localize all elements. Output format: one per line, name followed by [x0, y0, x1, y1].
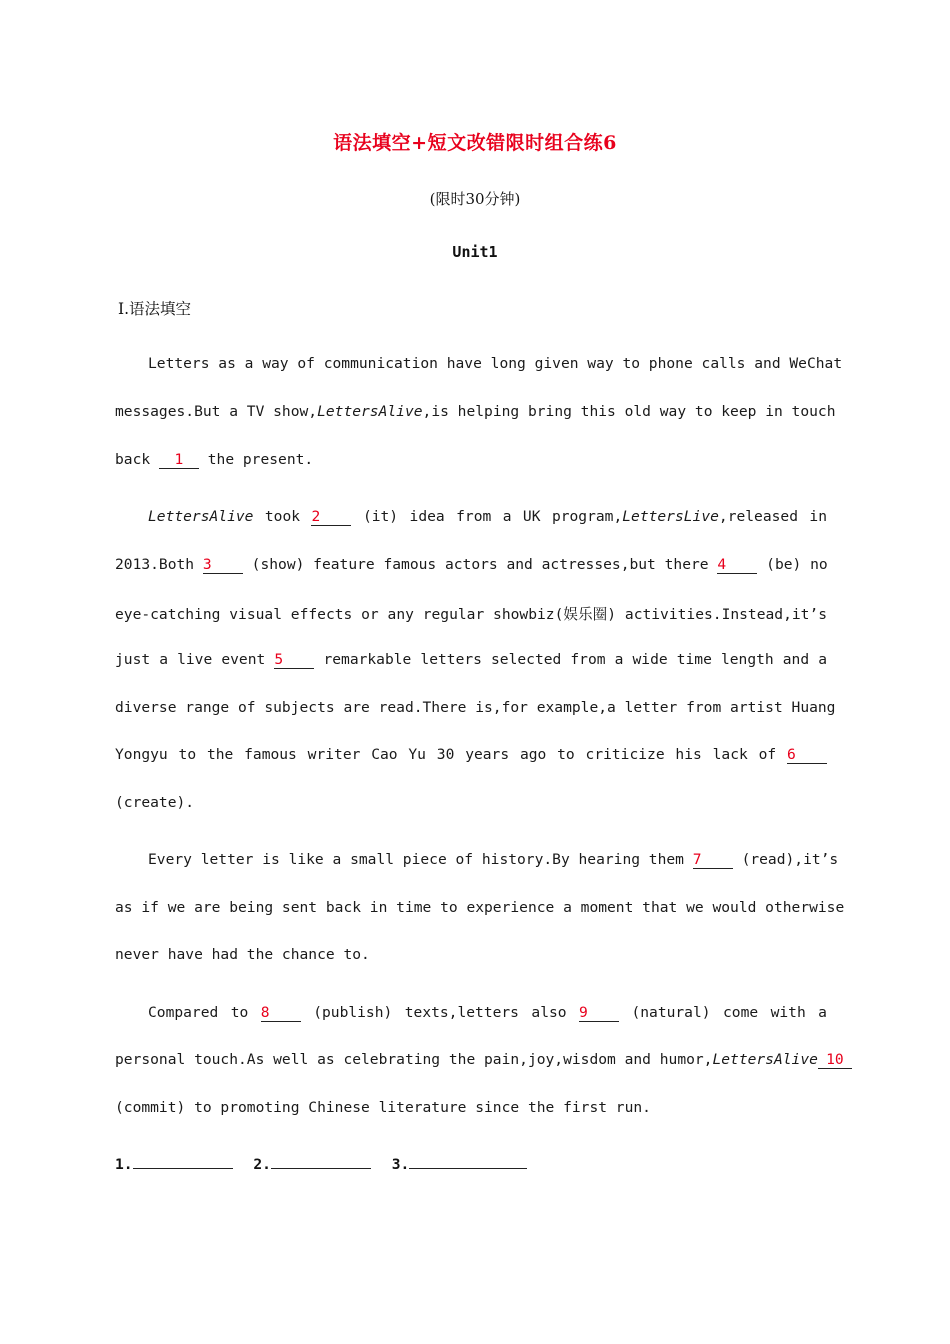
blank-5[interactable]: 5: [274, 652, 314, 669]
blank-7[interactable]: 7: [693, 852, 733, 869]
answer-item-3[interactable]: 3.: [392, 1154, 528, 1173]
blank-1[interactable]: 1: [159, 452, 199, 469]
p3-line-3: never have had the chance to.: [115, 946, 370, 963]
p4-line-3: (commit) to promoting Chinese literature since the first run.: [115, 1099, 651, 1116]
p2-line-6: Yongyu to the famous writer Cao Yu 30 years ago to criticize his lack of 6: [115, 746, 827, 764]
answer-line-1[interactable]: [133, 1154, 233, 1169]
answer-item-1[interactable]: 1.: [115, 1154, 233, 1173]
p2-line-3: eye-catching visual effects or any regular showbiz(娱乐圈) activities.Instead,it’s: [115, 606, 827, 623]
blank-3[interactable]: 3: [203, 557, 243, 574]
blank-9[interactable]: 9: [579, 1005, 619, 1022]
p2-line-7: (create).: [115, 794, 195, 811]
p2-line-1: LettersAlive took 2 (it) idea from a UK program,LettersLive,released in: [148, 508, 827, 525]
blank-8[interactable]: 8: [261, 1005, 301, 1022]
section-heading: Ⅰ.语法填空: [118, 300, 192, 318]
p2-line-4: just a live event 5 remarkable letters selected from a wide time length and a: [115, 651, 827, 668]
p1-line-2: messages.But a TV show,LettersAlive,is helping bring this old way to keep in touch: [115, 403, 836, 420]
time-limit: (限时30分钟): [429, 190, 521, 208]
p3-line-1: Every letter is like a small piece of history.By hearing them 7 (read),it’s: [148, 851, 839, 868]
p2-line-2: 2013.Both 3 (show) feature famous actors and actresses,but there 4 (be) no: [115, 556, 828, 573]
p2-line-5: diverse range of subjects are read.There is,for example,a letter from artist Huang: [115, 699, 836, 716]
blank-10[interactable]: 10: [818, 1052, 852, 1069]
blank-6[interactable]: 6: [787, 747, 827, 764]
answer-line-2[interactable]: [271, 1154, 371, 1169]
unit-heading: Unit1: [452, 243, 498, 261]
blank-4[interactable]: 4: [717, 557, 757, 574]
p4-line-2: personal touch.As well as celebrating the pain,joy,wisdom and humor,LettersAlive 10: [115, 1051, 827, 1069]
answer-line-3[interactable]: [409, 1154, 527, 1169]
p3-line-2: as if we are being sent back in time to experience a moment that we would otherwise: [115, 899, 845, 916]
page-title: 语法填空+短文改错限时组合练6: [333, 132, 617, 154]
answer-item-2[interactable]: 2.: [253, 1154, 371, 1173]
answer-row: [115, 1154, 539, 1173]
p1-line-1: Letters as a way of communication have long given way to phone calls and WeChat: [148, 355, 843, 372]
p4-line-1: Compared to 8 (publish) texts,letters also 9 (natural) come with a: [148, 1004, 827, 1021]
blank-2[interactable]: 2: [311, 509, 351, 526]
p1-line-3: back 1 the present.: [115, 451, 314, 468]
